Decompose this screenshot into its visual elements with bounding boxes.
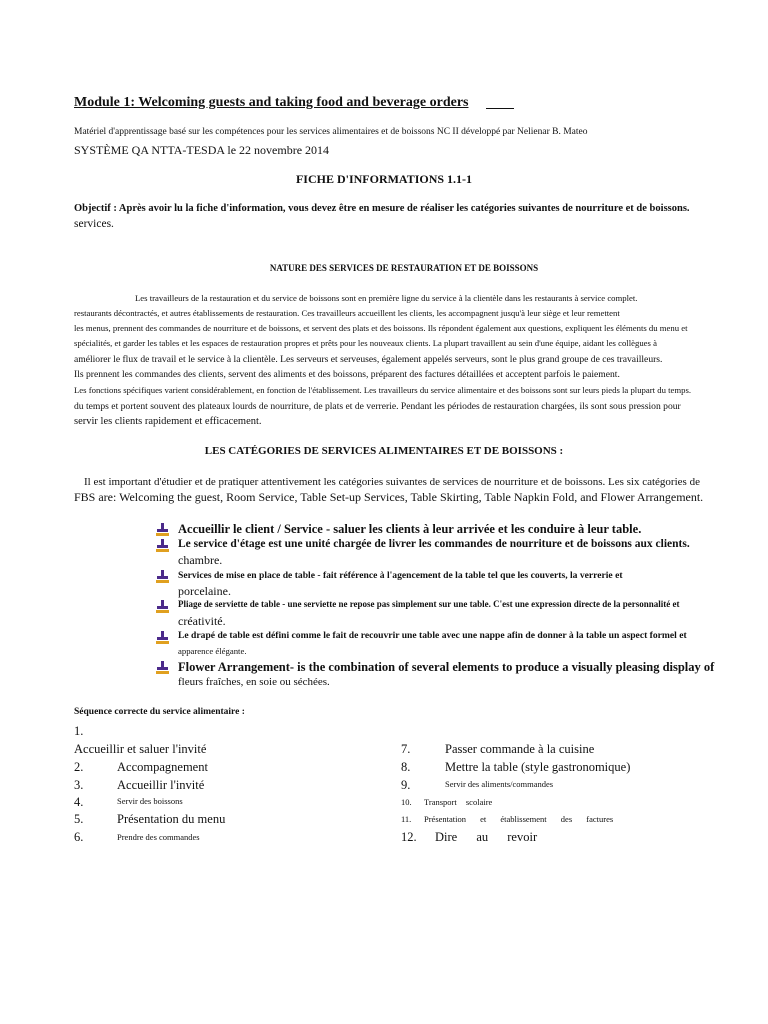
bullet-item-flower-arrangement-cont: fleurs fraîches, en soie ou séchées.: [178, 676, 330, 688]
bullet-item-table-skirting: Le drapé de table est défini comme le fait de recouvrir une table avec une nappe afin de donner à la table un aspect formel et: [178, 630, 687, 641]
qa-system-line: SYSTÈME QA NTTA-TESDA le 22 novembre 2014: [74, 143, 330, 157]
sequence-step-8-number: 8.: [401, 760, 411, 774]
sheet-title: FICHE D'INFORMATIONS 1.1-1: [295, 172, 473, 186]
paragraph-line-9: servir les clients rapidement et efficacement.: [74, 416, 262, 427]
sequence-step-4-number: 4.: [74, 795, 84, 809]
paragraph-line-6: Ils prennent les commandes des clients, servent des aliments et des boissons, préparent des factures détaillées et acceptent parfois le paiement.: [74, 369, 620, 380]
paragraph-line-8: du temps et portent souvent des plateaux lourds de nourriture, de plats et de verrerie. Pendant les périodes de restauration chargées, ils sont sous pression pour: [74, 401, 681, 412]
nature-section-title: NATURE DES SERVICES DE RESTAURATION ET DE BOISSONS: [269, 263, 539, 273]
bullet-item-welcoming: Accueillir le client / Service - saluer les clients à leur arrivée et les conduire à leur table.: [178, 522, 642, 536]
sequence-step-4-text: Servir des boissons: [117, 796, 183, 806]
bullet-item-room-service-cont: chambre.: [178, 553, 223, 567]
sequence-step-5-text: Présentation du menu: [117, 812, 226, 826]
bullet-icon: [156, 539, 170, 553]
bullet-icon: [156, 600, 170, 614]
bullet-item-table-setup: Services de mise en place de table - fait référence à l'agencement de la table tel que les couverts, la verrerie et: [178, 570, 623, 581]
sequence-step-8-text: Mettre la table (style gastronomique): [445, 760, 631, 774]
sequence-number-1: 1.: [74, 724, 84, 738]
module-title: Module 1: Welcoming guests and taking food and beverage orders: [74, 95, 469, 110]
sequence-step-11-number: 11.: [401, 814, 412, 824]
sequence-step-9-number: 9.: [401, 778, 411, 792]
paragraph-line-1: Les travailleurs de la restauration et du service de boissons sont en première ligne du service à la clientèle dans les restaurants à service complet.: [135, 293, 638, 303]
sequence-step-3-number: 3.: [74, 778, 84, 792]
categories-intro-line-1: Il est important d'étudier et de pratiquer attentivement les catégories suivantes de services de nourriture et de boissons. Les six catégories de: [84, 476, 700, 488]
bullet-item-flower-arrangement: Flower Arrangement- is the combination of several elements to produce a visually pleasing display of: [178, 660, 715, 674]
sequence-step-7-number: 7.: [401, 742, 411, 756]
sequence-step-12-text: Dire au revoir: [435, 830, 538, 844]
document-subtitle: Matériel d'apprentissage basé sur les compétences pour les services alimentaires et de boissons NC II développé par Nelienar B. Mateo: [74, 127, 588, 137]
objective-line-1: Objectif : Après avoir lu la fiche d'information, vous devez être en mesure de réaliser les catégories suivantes de nourriture et de boissons.: [74, 203, 690, 214]
bullet-icon: [156, 631, 170, 645]
categories-intro-block: FBS are: Welcoming the guest, Room Service, Table Set-up Services, Table Skirting, Table Napkin Fold, and Flower Arrangement.: [74, 490, 704, 504]
paragraph-line-7: Les fonctions spécifiques varient considérablement, en fonction de l'établissement. Les travailleurs du service alimentaire et des boissons sont sur leurs pieds la plupart du temps.: [74, 385, 692, 395]
sequence-step-1: Accueillir et saluer l'invité: [74, 742, 207, 756]
sequence-step-9-text: Servir des aliments/commandes: [445, 779, 554, 789]
sequence-step-2-text: Accompagnement: [117, 760, 208, 774]
bullet-item-napkin-fold-cont: créativité.: [178, 614, 226, 628]
paragraph-line-4: spécialités, et garder les tables et les espaces de restauration propres et prêts pour les nouveaux clients. La plupart travaillent au sein d'une équipe, aidant les collègues à: [74, 338, 657, 348]
sequence-title: Séquence correcte du service alimentaire :: [74, 707, 245, 717]
title-underline-extension: [486, 108, 514, 109]
sequence-step-5-number: 5.: [74, 812, 84, 826]
categories-title: LES CATÉGORIES DE SERVICES ALIMENTAIRES ET DE BOISSONS :: [204, 445, 564, 457]
sequence-step-7-text: Passer commande à la cuisine: [445, 742, 595, 756]
sequence-step-10-text: Transport scolaire: [424, 797, 493, 807]
sequence-step-6-text: Prendre des commandes: [117, 832, 200, 842]
sequence-step-6-number: 6.: [74, 830, 84, 844]
sequence-step-2-number: 2.: [74, 760, 84, 774]
bullet-item-table-skirting-cont: apparence élégante.: [178, 646, 247, 656]
bullet-item-napkin-fold: Pliage de serviette de table - une serviette ne repose pas simplement sur une table. C'est une expression directe de la personnalité et: [178, 599, 680, 609]
paragraph-line-2: restaurants décontractés, et autres établissements de restauration. Ces travailleurs accueillent les clients, les accompagnent jusqu'à leur siège et leur remettent: [74, 308, 620, 318]
sequence-step-11-text: Présentation et établissement des factures: [424, 814, 614, 824]
sequence-step-10-number: 10.: [401, 797, 412, 807]
sequence-step-12-number: 12.: [401, 830, 417, 844]
paragraph-line-5: améliorer le flux de travail et le service à la clientèle. Les serveurs et serveuses, également appelés serveurs, sont le plus grand groupe de ces travailleurs.: [74, 354, 663, 365]
bullet-item-table-setup-cont: porcelaine.: [178, 584, 231, 598]
bullet-icon: [156, 661, 170, 675]
sequence-step-3-text: Accueillir l'invité: [117, 778, 205, 792]
bullet-icon: [156, 523, 170, 537]
bullet-icon: [156, 570, 170, 584]
paragraph-line-3: les menus, prennent des commandes de nourriture et de boissons, et servent des plats et des boissons. Ils répondent également aux questions, expliquent les éléments du menu et: [74, 323, 688, 333]
objective-line-2: services.: [74, 218, 114, 230]
bullet-item-room-service: Le service d'étage est une unité chargée de livrer les commandes de nourriture et de boissons aux clients.: [178, 538, 690, 550]
